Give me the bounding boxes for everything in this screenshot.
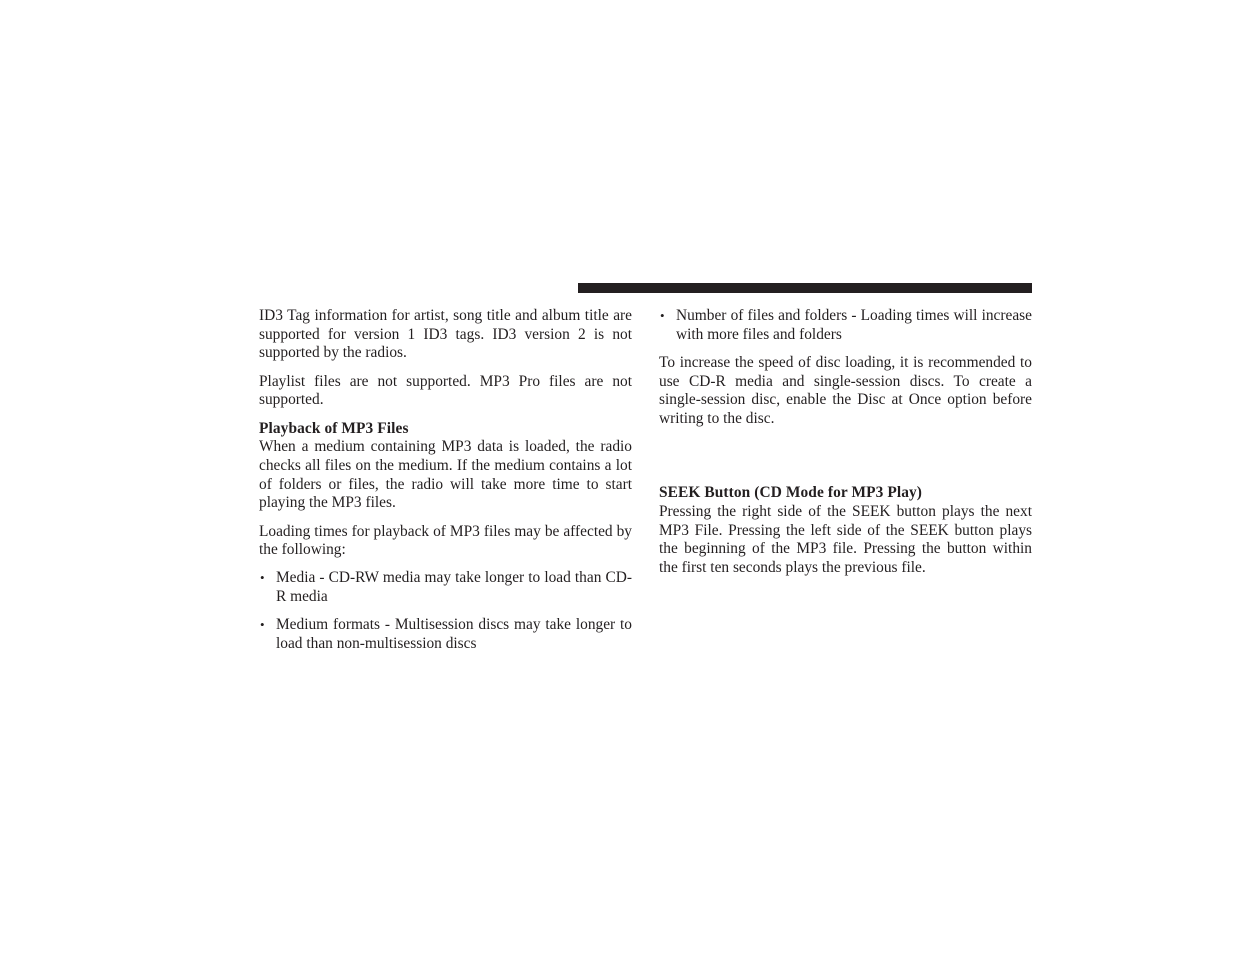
seek-body: Pressing the right side of the SEEK button plays the next MP3 File. Pressing the left side of the SEEK button plays the beginning of the MP3 file. Pressing the button within the first ten seconds plays the previous file. — [659, 502, 1032, 577]
loading-factors-list — [259, 569, 632, 653]
seek-section — [659, 484, 1032, 578]
id3-tag-paragraph: ID3 Tag information for artist, song title and album title are supported for version 1 ID3 tags. ID3 version 2 is not supported by the radios. — [259, 307, 632, 362]
list-item-text: Medium formats - Multisession discs may take longer to load than non-multisession discs — [276, 616, 632, 653]
right-column — [659, 307, 1032, 587]
playback-section — [259, 420, 632, 514]
list-item — [259, 616, 632, 653]
bullet-icon: • — [260, 570, 265, 586]
bullet-icon: • — [260, 617, 265, 633]
header-rule — [578, 283, 1032, 293]
list-item — [659, 307, 1032, 344]
playback-body: When a medium containing MP3 data is loaded, the radio checks all files on the medium. If the medium contains a lot of folders or files, the radio will take more time to start playing the MP3 files. — [259, 438, 632, 512]
bullet-icon: • — [660, 308, 665, 323]
section-spacer — [659, 438, 1032, 484]
seek-heading: SEEK Button (CD Mode for MP3 Play) — [659, 484, 923, 502]
loading-times-paragraph: Loading times for playback of MP3 files may be affected by the following: — [259, 522, 632, 559]
list-item-text: Media - CD-RW media may take longer to load than CD-R media — [276, 569, 632, 606]
loading-factors-list-continued — [659, 307, 1032, 344]
playback-heading: Playback of MP3 Files — [259, 419, 409, 437]
list-item-text: Number of files and folders - Loading times will increase with more files and folders — [676, 307, 1032, 343]
disc-speed-paragraph: To increase the speed of disc loading, it is recommended to use CD-R media and single-session discs. To create a single-session disc, enable the Disc at Once option before writing to the disc. — [659, 353, 1032, 428]
playlist-paragraph: Playlist files are not supported. MP3 Pro files are not supported. — [259, 372, 632, 409]
list-item — [259, 569, 632, 606]
left-column — [259, 307, 632, 663]
